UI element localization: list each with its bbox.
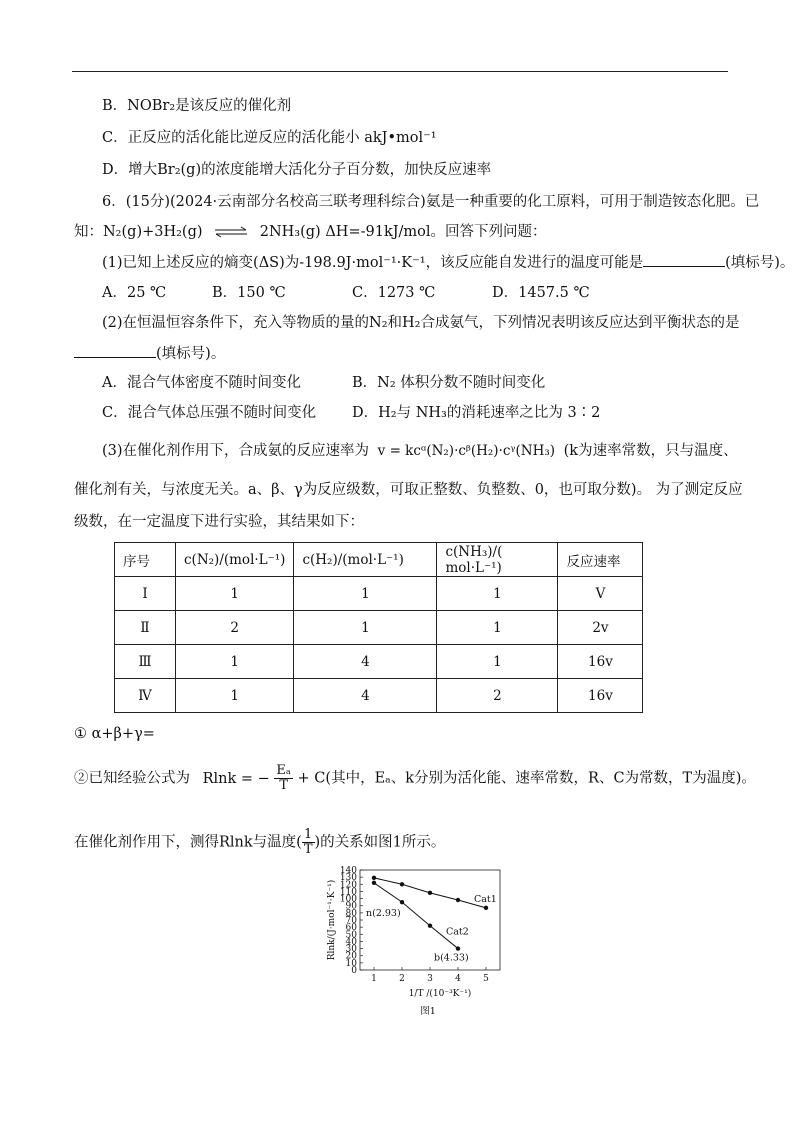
y-tick-label: 90 bbox=[345, 901, 357, 912]
table-row bbox=[115, 679, 643, 713]
data-point bbox=[428, 924, 432, 928]
table-cell: 2 bbox=[176, 611, 294, 645]
q6-part3-line2: 催化剂有关，与浓度无关。a、β、γ为反应级数，可取正整数、负整数、0，也可取分数)。 为了测定反应 bbox=[74, 482, 743, 498]
y-tick-label: 140 bbox=[339, 866, 357, 876]
fraction-numerator: Eₐ bbox=[276, 763, 291, 778]
x-tick-label: 4 bbox=[455, 974, 461, 984]
x-tick-label: 1 bbox=[371, 974, 377, 984]
answer-blank[interactable] bbox=[643, 252, 725, 267]
header-rule bbox=[72, 71, 728, 72]
table-row bbox=[115, 577, 643, 611]
table-cell: 1 bbox=[437, 645, 558, 679]
figure-caption: 图1 bbox=[420, 1006, 436, 1017]
q6-part1-opt-a: A．25 ℃ bbox=[102, 285, 167, 301]
table-cell: 16v bbox=[558, 645, 643, 679]
table-header-cell: c(N₂)/(mol·L⁻¹) bbox=[176, 543, 294, 577]
option-b: B．NOBr₂是该反应的催化剂 bbox=[102, 98, 292, 114]
y-axis-label: Rlnk/(J·mol⁻¹·K⁻¹) bbox=[327, 879, 337, 961]
data-point bbox=[456, 946, 460, 950]
table-cell: 2v bbox=[558, 611, 643, 645]
sub-question-2 bbox=[74, 764, 756, 793]
table-cell: Ⅱ bbox=[115, 611, 176, 645]
x-tick-label: 3 bbox=[427, 974, 433, 984]
q6-part2-opt-c: C．混合气体总压强不随时间变化 bbox=[102, 405, 317, 421]
fraction-numerator: 1 bbox=[302, 828, 315, 843]
formula-rhs: + C bbox=[297, 770, 326, 787]
sub-question-3 bbox=[74, 828, 445, 857]
formula-lhs: Rlnk = − bbox=[202, 770, 270, 787]
q6-part2-opt-d: D．H₂与 NH₃的消耗速率之比为 3∶2 bbox=[352, 405, 601, 421]
series-label: Cat2 bbox=[446, 926, 469, 938]
x-tick-label: 5 bbox=[483, 974, 489, 984]
x-axis-label: 1/T /(10⁻³K⁻¹) bbox=[408, 989, 472, 999]
q6-part3-line3: 级数，在一定温度下进行实验，其结果如下： bbox=[74, 514, 364, 530]
q6-part1-opt-c: C．1273 ℃ bbox=[352, 285, 436, 301]
data-point bbox=[456, 898, 460, 902]
plot-frame bbox=[360, 870, 500, 970]
equilibrium-arrow-icon bbox=[213, 226, 249, 238]
data-point bbox=[372, 881, 376, 885]
data-point bbox=[372, 876, 376, 880]
q6-part1-text: (1)已知上述反应的熵变(ΔS)为-198.9J·mol⁻¹·K⁻¹，该反应能自发进行的温度可能是 bbox=[102, 255, 644, 271]
option-d: D．增大Br₂(g)的浓度能增大活化分子百分数，加快反应速率 bbox=[102, 162, 492, 178]
inverse-t-fraction bbox=[302, 828, 315, 857]
q6-part3-tail: (k为速率常数，只与温度、 bbox=[563, 443, 738, 459]
q6-part2-opt-a: A．混合气体密度不随时间变化 bbox=[102, 375, 301, 391]
table-cell: 16v bbox=[558, 679, 643, 713]
equation-right: 2NH₃(g) ΔH=-91kJ/mol。回答下列问题： bbox=[259, 224, 547, 240]
q6-part2: (2)在恒温恒容条件下，充入等物质的量的N₂和H₂合成氨气，下列情况表明该反应达到平衡状态的是 bbox=[102, 315, 740, 331]
q6-intro-line1: 6．(15分)(2024·云南部分名校高三联考理科综合)氨是一种重要的化工原料，可用于制造铵态化肥。已 bbox=[102, 194, 760, 210]
q6-part2-tail: (填标号)。 bbox=[156, 346, 226, 362]
point-annotation: b(4.33) bbox=[434, 952, 469, 964]
y-tick-label: 10 bbox=[345, 958, 357, 969]
equation-left: 知：N₂(g)+3H₂(g) bbox=[74, 224, 203, 240]
y-tick-label: 0 bbox=[351, 966, 357, 976]
table-cell: 1 bbox=[437, 577, 558, 611]
y-tick-label: 50 bbox=[345, 930, 357, 941]
x-tick-label: 2 bbox=[399, 974, 405, 984]
q6-part1-opt-b: B．150 ℃ bbox=[212, 285, 286, 301]
y-tick-label: 30 bbox=[345, 944, 357, 955]
table-cell: Ⅲ bbox=[115, 645, 176, 679]
q6-intro-line2 bbox=[74, 222, 547, 242]
table-row bbox=[115, 611, 643, 645]
rate-data-table bbox=[114, 542, 643, 713]
table-cell: 4 bbox=[294, 645, 437, 679]
y-tick-label: 110 bbox=[339, 887, 357, 898]
table-cell: 1 bbox=[294, 611, 437, 645]
q6-part2-opt-b: B．N₂ 体积分数不随时间变化 bbox=[352, 375, 546, 391]
sub2-tail: (其中，Eₐ、k分别为活化能、速率常数，R、C为常数，T为温度)。 bbox=[325, 770, 756, 787]
table-header-cell: 反应速率 bbox=[558, 543, 643, 577]
table-cell: 2 bbox=[437, 679, 558, 713]
table-header-cell: 序号 bbox=[115, 543, 176, 577]
table-header-row bbox=[115, 543, 643, 577]
y-tick-label: 100 bbox=[339, 894, 357, 905]
q6-part2-blank-line bbox=[74, 343, 225, 364]
series-label: Cat1 bbox=[474, 893, 497, 905]
q6-part1-tail: (填标号)。 bbox=[725, 255, 795, 271]
formula-fraction bbox=[274, 764, 293, 793]
y-tick-label: 130 bbox=[339, 873, 357, 884]
figure-1-chart bbox=[300, 862, 530, 1022]
table-cell: 1 bbox=[176, 645, 294, 679]
data-point bbox=[400, 900, 404, 904]
data-point bbox=[400, 882, 404, 886]
table-cell: V bbox=[558, 577, 643, 611]
rate-formula: v = kcᵅ(N₂)·cᵝ(H₂)·cᵞ(NH₃) bbox=[377, 443, 556, 459]
y-tick-label: 20 bbox=[345, 951, 357, 962]
data-point bbox=[484, 906, 488, 910]
table-header-cell: c(H₂)/(mol·L⁻¹) bbox=[294, 543, 437, 577]
q6-part1-opt-d: D．1457.5 ℃ bbox=[492, 285, 590, 301]
fraction-denominator: T bbox=[279, 778, 289, 793]
q6-part1 bbox=[102, 252, 794, 273]
table-cell: 1 bbox=[294, 577, 437, 611]
y-tick-label: 40 bbox=[345, 937, 357, 948]
table-cell: 1 bbox=[437, 611, 558, 645]
table-cell: Ⅰ bbox=[115, 577, 176, 611]
table-cell: 1 bbox=[176, 679, 294, 713]
sub2-head: ②已知经验公式为 bbox=[74, 770, 190, 787]
q6-part3-head: (3)在催化剂作用下，合成氨的反应速率为 bbox=[102, 443, 370, 459]
data-point bbox=[428, 891, 432, 895]
q6-part3-line1 bbox=[102, 441, 738, 461]
option-c: C．正反应的活化能比逆反应的活化能小 akJ•mol⁻¹ bbox=[102, 130, 437, 146]
point-annotation: n(2.93) bbox=[366, 908, 401, 920]
y-tick-label: 60 bbox=[345, 923, 357, 934]
table-cell: 4 bbox=[294, 679, 437, 713]
table-header-cell: c(NH₃)/( mol·L⁻¹) bbox=[437, 543, 558, 577]
y-tick-label: 120 bbox=[339, 880, 357, 891]
fraction-denominator: T bbox=[303, 842, 313, 857]
table-cell: 1 bbox=[176, 577, 294, 611]
table-cell: Ⅳ bbox=[115, 679, 176, 713]
y-tick-label: 70 bbox=[345, 916, 357, 926]
y-tick-label: 80 bbox=[345, 908, 357, 919]
sub-question-1: ① α+β+γ= bbox=[74, 726, 155, 742]
sub3-tail: )的关系如图1所示。 bbox=[314, 834, 446, 851]
sub3-head: 在催化剂作用下，测得Rlnk与温度( bbox=[74, 834, 302, 851]
table-row bbox=[115, 645, 643, 679]
answer-blank[interactable] bbox=[74, 343, 156, 358]
